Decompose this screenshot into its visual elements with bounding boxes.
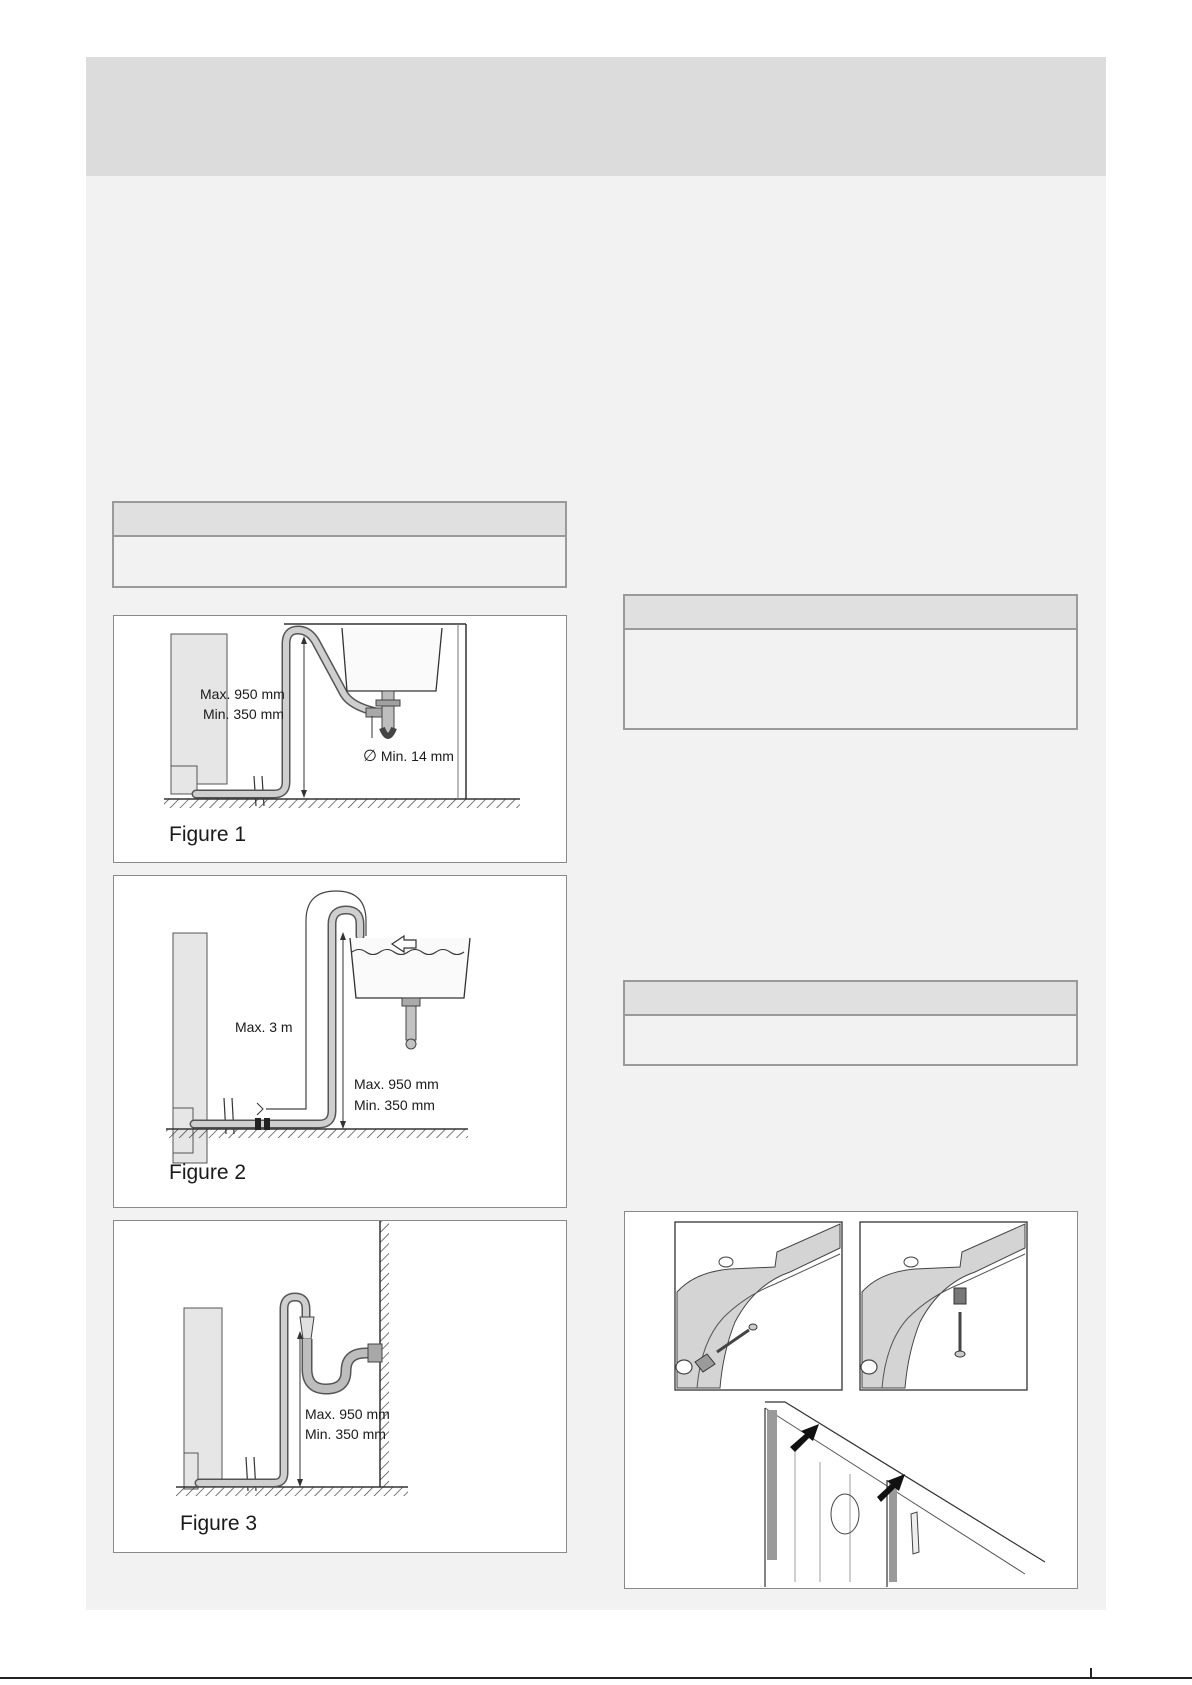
footer-rule — [0, 1677, 1192, 1679]
note-box-right-1-header — [625, 596, 1076, 630]
figure-3-max-label: Max. 950 mm — [305, 1406, 390, 1422]
figure-3-box — [113, 1220, 567, 1553]
figure-1-caption: Figure 1 — [169, 823, 247, 846]
figure-2-max-label: Max. 950 mm — [354, 1076, 439, 1092]
figure-1-min-label: Min. 350 mm — [203, 706, 284, 722]
figure-1-max-label: Max. 950 mm — [200, 686, 285, 702]
inset-screw-top-icon — [860, 1222, 1027, 1390]
inset-screw-side-icon — [675, 1222, 842, 1390]
figure-1-box — [113, 615, 567, 863]
note-box-right-1 — [623, 594, 1078, 730]
figure-3-min-label: Min. 350 mm — [305, 1426, 386, 1442]
footer-mark — [1090, 1668, 1092, 1677]
figure-1-diameter-label — [363, 749, 454, 765]
figure-1-diameter-value: Min. 14 mm — [380, 748, 454, 764]
fixing-illustration-drawing — [625, 1212, 1078, 1589]
figure-2-caption: Figure 2 — [169, 1161, 247, 1184]
figure-2-drawing — [114, 876, 567, 1208]
figure-2-min-label: Min. 350 mm — [354, 1097, 435, 1113]
figure-2-box — [113, 875, 567, 1208]
diameter-symbol-icon: ∅ — [363, 748, 377, 765]
header-band — [86, 57, 1106, 176]
figure-2-length-label: Max. 3 m — [235, 1019, 293, 1035]
appliance-top-view-icon — [765, 1402, 1045, 1587]
note-box-left-header — [114, 503, 565, 537]
note-box-right-2 — [623, 980, 1078, 1066]
fixing-illustration-box — [624, 1211, 1078, 1589]
note-box-right-2-header — [625, 982, 1076, 1016]
figure-3-drawing — [114, 1221, 567, 1553]
note-box-left — [112, 501, 567, 588]
figure-3-caption: Figure 3 — [180, 1512, 258, 1535]
